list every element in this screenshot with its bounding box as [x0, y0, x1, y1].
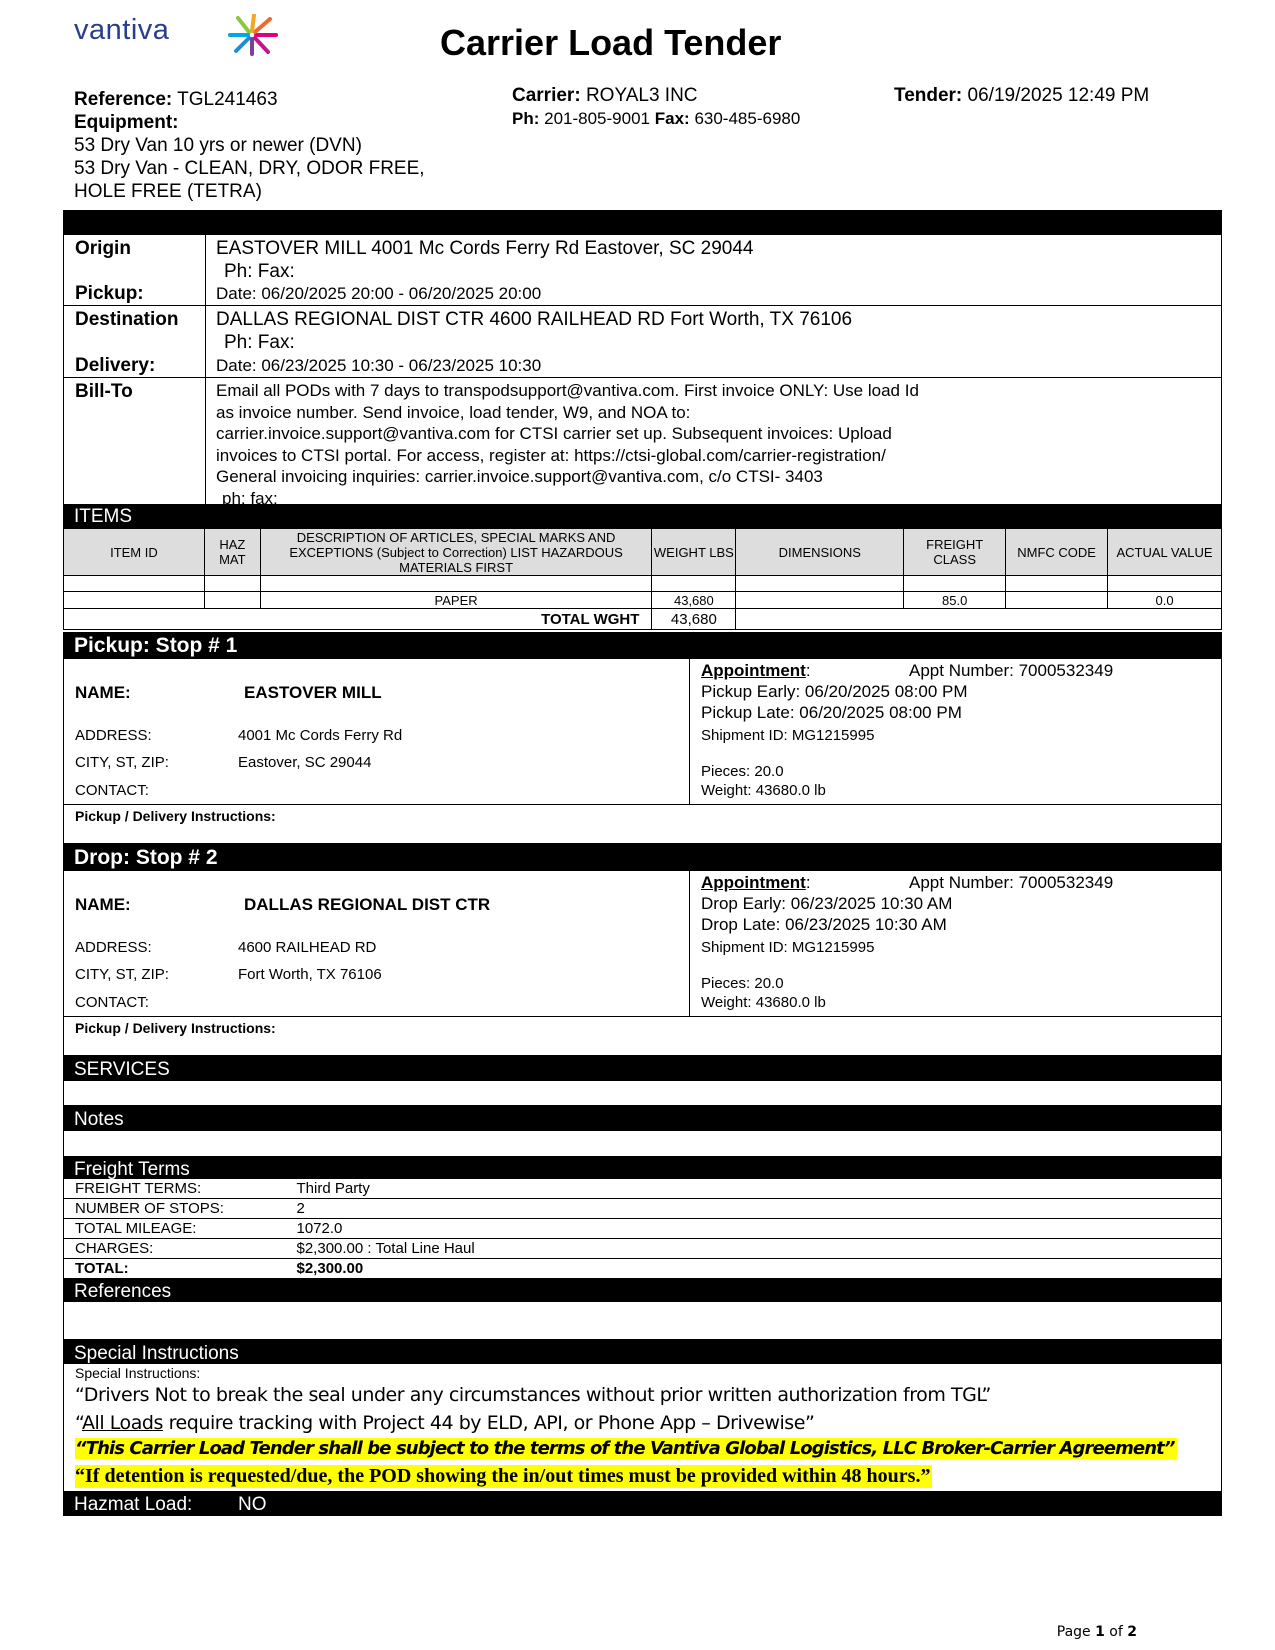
total-label: TOTAL:: [64, 1259, 297, 1279]
page-title: Carrier Load Tender: [440, 22, 782, 63]
pickup-appt-number: Appt Number: 7000532349: [909, 661, 1114, 680]
billto-line: invoices to CTSI portal. For access, register at: https://ctsi-global.com/carrier-registration/: [216, 445, 886, 465]
drop-stop-bar: Drop: Stop # 2: [63, 844, 1222, 871]
special-line-tracking: “All Loads require tracking with Project 44 by ELD, API, or Phone App – Drivewise”: [75, 1412, 815, 1434]
contact-label: CONTACT:: [75, 994, 149, 1011]
references-content: [63, 1302, 1222, 1340]
special-line-detention: “If detention is requested/due, the POD showing the in/out times must be provided within 48 hours.”: [75, 1465, 931, 1487]
origin-address: EASTOVER MILL 4001 Mc Cords Ferry Rd Eastover, SC 29044: [216, 238, 754, 259]
notes-content: [63, 1131, 1222, 1157]
name-label: NAME:: [75, 683, 131, 702]
appointment-label: Appointment: [701, 661, 806, 680]
item-haz: [204, 592, 260, 609]
drop-name: DALLAS REGIONAL DIST CTR: [244, 895, 491, 914]
col-description: DESCRIPTION OF ARTICLES, SPECIAL MARKS AND EXCEPTIONS (Subject to Correction) LIST HAZARDOUS MATERIALS FIRST: [260, 529, 652, 576]
charges-label: CHARGES:: [64, 1239, 297, 1259]
equipment-line: 53 Dry Van 10 yrs or newer (DVN): [74, 135, 362, 156]
drop-city: Fort Worth, TX 76106: [238, 966, 382, 983]
hazmat-bar: [63, 1492, 1222, 1516]
pickup-label: Pickup:: [75, 283, 144, 304]
equipment-line: HOLE FREE (TETRA): [74, 181, 262, 202]
destination-row: [63, 306, 1222, 378]
item-dimensions: [736, 592, 904, 609]
mileage-value: 1072.0: [297, 1219, 1222, 1239]
current-page: 1: [1095, 1624, 1105, 1640]
appointment: Appointment:: [701, 873, 811, 892]
pickup-weight: Weight: 43680.0 lb: [701, 782, 826, 799]
destination-label: Destination: [75, 309, 179, 330]
origin-row: [63, 235, 1222, 306]
total-weight-value: 43,680: [652, 609, 736, 630]
freight-terms-table: [63, 1179, 1222, 1279]
total-value: $2,300.00: [297, 1259, 1222, 1279]
references-bar: [63, 1279, 1222, 1302]
billto-label: Bill-To: [75, 381, 133, 402]
pickup-late: Pickup Late: 06/20/2025 08:00 PM: [701, 703, 962, 722]
drop-weight: Weight: 43680.0 lb: [701, 994, 826, 1011]
table-row: [64, 592, 1222, 609]
services-content: [63, 1081, 1222, 1106]
vantiva-logo: [74, 14, 169, 47]
drop-shipment-id: Shipment ID: MG1215995: [701, 939, 875, 956]
tender-value: 06/19/2025 12:49 PM: [967, 85, 1150, 106]
billto-line: carrier.invoice.support@vantiva.com for CTSI carrier set up. Subsequent invoices: Upload: [216, 424, 892, 443]
delivery-label: Delivery:: [75, 355, 156, 376]
instructions-label: Pickup / Delivery Instructions:: [75, 1020, 276, 1036]
carrier-value: ROYAL3 INC: [585, 85, 698, 106]
name-label: NAME:: [75, 895, 131, 914]
ph-label: Ph:: [512, 109, 540, 128]
pickup-address: 4001 Mc Cords Ferry Rd: [238, 727, 403, 744]
notes-bar: Notes: [63, 1106, 1222, 1131]
item-weight: 43,680: [652, 592, 736, 609]
billto-line: as invoice number. Send invoice, load tender, W9, and NOA to:: [216, 402, 691, 422]
stops-label: NUMBER OF STOPS:: [64, 1199, 297, 1219]
equipment-label: Equipment:: [74, 112, 179, 133]
drop-address: 4600 RAILHEAD RD: [238, 939, 377, 956]
address-label: ADDRESS:: [75, 939, 152, 956]
destination-address: DALLAS REGIONAL DIST CTR 4600 RAILHEAD RD Fort Worth, TX 76106: [216, 309, 853, 330]
drop-early: Drop Early: 06/23/2025 10:30 AM: [701, 894, 953, 913]
total-weight-label: TOTAL WGHT: [64, 609, 652, 630]
col-weight: WEIGHT LBS: [652, 529, 736, 576]
items-header-row: [64, 529, 1222, 576]
special-line-seal: “Drivers Not to break the seal under any circumstances without prior written authorization from TGL”: [75, 1384, 991, 1406]
special-instructions-content: [63, 1364, 1222, 1492]
drop-instructions: [63, 1017, 1222, 1056]
mileage-label: TOTAL MILEAGE:: [64, 1219, 297, 1239]
logo-text: vantiva: [74, 14, 170, 46]
fax-label: Fax:: [654, 109, 690, 128]
drop-late: Drop Late: 06/23/2025 10:30 AM: [701, 915, 947, 934]
col-dimensions: DIMENSIONS: [736, 529, 904, 576]
destination-date: Date: 06/23/2025 10:30 - 06/23/2025 10:30: [216, 356, 542, 375]
special-instructions-bar: Special Instructions: [63, 1340, 1222, 1364]
special-label: Special Instructions:: [75, 1365, 201, 1381]
items-blank-row: [64, 576, 1222, 592]
item-id: [64, 592, 205, 609]
table-row: [64, 1199, 1222, 1219]
item-description: PAPER: [260, 592, 652, 609]
col-freight-class: FREIGHT CLASS: [904, 529, 1006, 576]
fax-value: 630-485-6980: [694, 109, 801, 128]
pickup-stop-details: [63, 659, 1222, 805]
stops-value: 2: [297, 1199, 1222, 1219]
contact-label: CONTACT:: [75, 782, 149, 799]
city-label: CITY, ST, ZIP:: [75, 754, 169, 771]
items-bar: ITEMS: [63, 504, 1222, 528]
billto-line: Email all PODs with 7 days to transpodsupport@vantiva.com. First invoice ONLY: Use load Id: [216, 381, 919, 400]
document-body: [63, 210, 1222, 1516]
table-row: [64, 1219, 1222, 1239]
drop-appt-number: Appt Number: 7000532349: [909, 873, 1114, 892]
destination-phfax: Ph: Fax:: [224, 332, 295, 353]
reference-block: [74, 88, 425, 203]
table-row: [64, 1259, 1222, 1279]
all-loads-link: All Loads: [81, 1412, 163, 1434]
item-value: 0.0: [1108, 592, 1222, 609]
freight-terms-label: FREIGHT TERMS:: [64, 1179, 297, 1199]
item-nmfc: [1006, 592, 1108, 609]
origin-label: Origin: [75, 238, 131, 259]
special-line-agreement: “This Carrier Load Tender shall be subject to the terms of the Vantiva Global Logistics, LLC Broker-Carrier Agreement”: [75, 1438, 1175, 1459]
pickup-stop-bar: Pickup: Stop # 1: [63, 632, 1222, 659]
pickup-shipment-id: Shipment ID: MG1215995: [701, 727, 875, 744]
total-pages: 2: [1127, 1624, 1137, 1640]
city-label: CITY, ST, ZIP:: [75, 966, 169, 983]
carrier-label: Carrier:: [512, 85, 581, 106]
tender-block: [894, 84, 1149, 107]
items-table: [63, 528, 1222, 630]
total-row: [64, 609, 1222, 630]
carrier-block: [512, 84, 800, 130]
pickup-early: Pickup Early: 06/20/2025 08:00 PM: [701, 682, 968, 701]
appointment: Appointment:: [701, 661, 811, 680]
col-value: ACTUAL VALUE: [1108, 529, 1222, 576]
pickup-name: EASTOVER MILL: [244, 683, 382, 702]
col-haz-mat: HAZ MAT: [204, 529, 260, 576]
pickup-instructions: [63, 805, 1222, 844]
billto-line: ph: fax:: [222, 488, 278, 508]
item-freight-class: 85.0: [904, 592, 1006, 609]
col-nmfc: NMFC CODE: [1006, 529, 1108, 576]
references-label: References: [74, 1281, 172, 1302]
table-row: [64, 1239, 1222, 1259]
starburst-logo-icon: [224, 14, 280, 56]
reference-label: Reference:: [74, 89, 173, 110]
pickup-city: Eastover, SC 29044: [238, 754, 372, 771]
table-row: [64, 1179, 1222, 1199]
tender-label: Tender:: [894, 85, 963, 106]
address-label: ADDRESS:: [75, 727, 152, 744]
billto-text: [216, 380, 919, 509]
drop-pieces: Pieces: 20.0: [701, 975, 784, 992]
billto-line: General invoicing inquiries: carrier.invoice.support@vantiva.com, c/o CTSI- 3403: [216, 467, 823, 486]
origin-phfax: Ph: Fax:: [224, 261, 295, 282]
equipment-line: 53 Dry Van - CLEAN, DRY, ODOR FREE,: [74, 158, 425, 179]
hazmat-value: NO: [238, 1494, 267, 1515]
charges-value: $2,300.00 : Total Line Haul: [297, 1239, 1222, 1259]
reference-value: TGL241463: [177, 89, 278, 110]
pickup-pieces: Pieces: 20.0: [701, 763, 784, 780]
drop-stop-details: [63, 871, 1222, 1017]
ph-value: 201-805-9001: [544, 109, 650, 128]
billto-row: [63, 378, 1222, 508]
freight-terms-value: Third Party: [297, 1179, 1222, 1199]
hazmat-label: Hazmat Load:: [74, 1494, 193, 1515]
page-number: Page 1 of 2: [1056, 1624, 1137, 1640]
appointment-label: Appointment: [701, 873, 806, 892]
freight-terms-bar: Freight Terms: [63, 1157, 1222, 1179]
header-bar: [63, 210, 1222, 235]
col-item-id: ITEM ID: [64, 529, 205, 576]
services-bar: SERVICES: [63, 1056, 1222, 1081]
origin-date: Date: 06/20/2025 20:00 - 06/20/2025 20:00: [216, 284, 542, 303]
instructions-label: Pickup / Delivery Instructions:: [75, 808, 276, 824]
